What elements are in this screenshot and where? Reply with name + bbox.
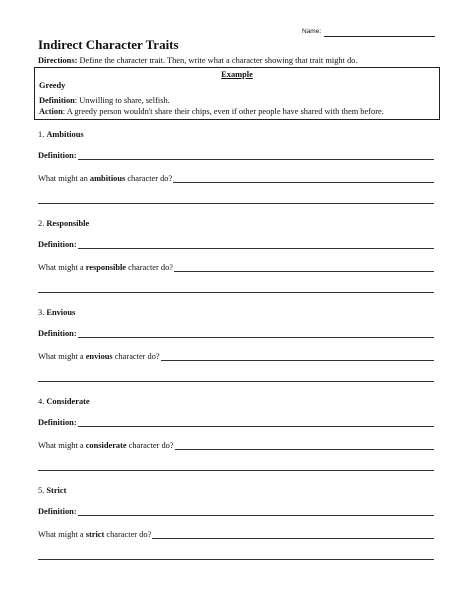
prompt-text-end: character do? — [125, 174, 173, 183]
definition-answer-line[interactable] — [78, 418, 434, 427]
prompt-text-end: character do? — [112, 352, 160, 361]
directions-label: Directions: — [38, 56, 78, 65]
question-4-heading — [38, 397, 90, 406]
definition-label: Definition — [38, 418, 74, 427]
question-5-prompt-row — [38, 530, 434, 539]
question-1-definition-row: Definition : — [38, 151, 434, 160]
question-trait: Considerate — [46, 397, 90, 406]
question-5-definition-row: Definition : — [38, 507, 434, 516]
question-number: 1. — [38, 130, 47, 139]
question-5-heading — [38, 486, 66, 495]
question-3-prompt-row — [38, 352, 434, 361]
question-number: 2. — [38, 219, 47, 228]
prompt-text-end: character do? — [126, 263, 173, 272]
prompt-trait: responsible — [85, 263, 127, 272]
directions — [38, 56, 357, 65]
directions-text: Define the character trait. Then, write what a character showing that trait might do. — [77, 56, 358, 65]
definition-answer-line[interactable] — [78, 507, 434, 516]
prompt-answer-line[interactable] — [152, 530, 434, 539]
prompt-text: What might a — [38, 352, 86, 361]
definition-label: Definition — [38, 329, 74, 338]
prompt-trait: considerate — [85, 441, 127, 450]
definition-label: Definition — [38, 507, 74, 516]
question-4-definition-row: Definition : — [38, 418, 434, 427]
question-2-definition-row: Definition : — [38, 240, 434, 249]
question-4-answer-line[interactable] — [38, 470, 434, 471]
prompt-text-end: character do? — [104, 530, 152, 539]
definition-answer-line[interactable] — [78, 151, 434, 160]
example-definition-text: : Unwilling to share, selfish. — [74, 96, 170, 105]
definition-label: Definition — [38, 151, 74, 160]
question-trait: Responsible — [46, 219, 90, 228]
prompt-text-end: character do? — [126, 441, 174, 450]
name-field[interactable] — [324, 36, 435, 37]
question-trait: Ambitious — [46, 130, 84, 139]
example-box — [34, 67, 440, 120]
question-1-heading — [38, 130, 84, 139]
name-label: Name: — [302, 28, 322, 35]
prompt-trait: ambitious — [89, 174, 126, 183]
prompt-answer-line[interactable] — [175, 441, 434, 450]
prompt-text: What might a — [38, 530, 86, 539]
question-3-definition-row: Definition : — [38, 329, 434, 338]
question-4-prompt-row — [38, 441, 434, 450]
definition-answer-line[interactable] — [78, 329, 434, 338]
example-action — [39, 107, 384, 116]
definition-label: Definition — [38, 240, 74, 249]
question-number: 3. — [38, 308, 47, 317]
question-5-answer-line[interactable] — [38, 559, 434, 560]
prompt-answer-line[interactable] — [161, 352, 434, 361]
question-2-heading — [38, 219, 89, 228]
example-action-text: : A greedy person wouldn't share their chips, even if other people have shared with them before. — [62, 107, 384, 116]
example-action-label: Action — [39, 107, 63, 116]
question-1-answer-line[interactable] — [38, 203, 434, 204]
definition-answer-line[interactable] — [78, 240, 434, 249]
example-title: Example — [221, 70, 253, 79]
question-2-answer-line[interactable] — [38, 292, 434, 293]
prompt-text: What might a — [38, 441, 86, 450]
question-trait: Envious — [46, 308, 76, 317]
question-3-answer-line[interactable] — [38, 381, 434, 382]
prompt-trait: envious — [85, 352, 113, 361]
prompt-trait: strict — [85, 530, 105, 539]
example-word: Greedy — [39, 81, 66, 90]
prompt-text: What might an — [38, 174, 90, 183]
prompt-answer-line[interactable] — [173, 174, 434, 183]
example-definition — [39, 96, 170, 105]
question-number: 4. — [38, 397, 47, 406]
prompt-text: What might a — [38, 263, 86, 272]
prompt-answer-line[interactable] — [174, 263, 434, 272]
page-title: Indirect Character Traits — [38, 37, 179, 52]
question-number: 5. — [38, 486, 47, 495]
question-2-prompt-row — [38, 263, 434, 272]
question-1-prompt-row — [38, 174, 434, 183]
example-definition-label: Definition — [39, 96, 75, 105]
question-3-heading — [38, 308, 75, 317]
question-trait: Strict — [46, 486, 67, 495]
